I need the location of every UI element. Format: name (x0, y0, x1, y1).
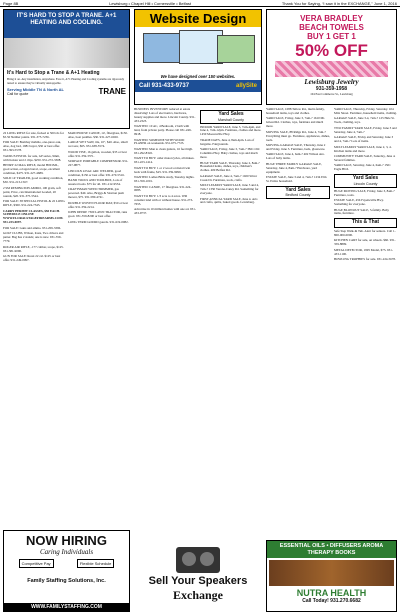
vera-line4: 50% OFF (295, 41, 368, 60)
classified-item: TWO FAMILY YARD SALE, Friday, June 3 and Saturday, June 4, 7am-? (334, 125, 397, 134)
classified-item: YARD SALE, 1088 Tallow Rd., multi-family, household items, toys and clothes. (266, 107, 325, 115)
classified-item: 22 LONG RIFLE for sale, fucked at 500 rds for $5.50 Neither points. 931-375-7236. (3, 131, 64, 139)
classified-item: TAURUS PISTOL for sale, GP series, 9mm, with holster and 2 clips. $250. 931-272-3308. (3, 153, 62, 162)
classified-column-6 (334, 108, 397, 264)
classified-item: JOHN DEERE 7300 LAWN TRACTOR, runs good. 931-359-8200 or best offer. (68, 210, 128, 219)
vera-towel-image (275, 61, 388, 77)
this-and-that-header (334, 218, 397, 228)
oils-phone: Call Today! 931.270.6682 (302, 598, 361, 604)
classified-item: CRAFTSMAN WEED TRIMMER, gas powered. $40. Also, Briggs & Stratton push mower, $75. 931-580-4741. (68, 187, 124, 200)
classified-item: KITCHEN CART for sale, on wheels. $60. 931-359-8899. (334, 238, 396, 247)
page-number: Page 8B (3, 1, 19, 6)
sell-your-speakers-ad (134, 545, 262, 612)
classified-item: YARD SALE, Thursday, Friday, Saturday. 104 Mitz Street. Furniture, household items, clothing. (334, 107, 397, 115)
vera-bradley-ad (266, 9, 397, 105)
classified-column-2 (68, 132, 130, 226)
classified-item: WANTED: Man to clean gutters, 16 feet high. 931-292-8345. (134, 146, 193, 155)
hvac-phone: Call for quote (7, 92, 29, 97)
classified-item: YARD SALE, June 4, 6am-? 402 Wilson Ave. Lots of baby items. (266, 152, 325, 161)
classified-column-3 (134, 108, 196, 218)
website-screens (135, 27, 261, 73)
classified-item: Advertise in 10 million homes with one ad. 931-433-9737. (134, 207, 196, 216)
classified-item: MAID HOUSE CANOE, 14', fiberglass, $150. Also, boat paddles. $30. 931-227-6020. (68, 131, 128, 139)
classified-item: WANTED: 10 AC, 4 Bedroom, 2 bath with land, from private party. Please call 931-249-9918. (134, 124, 192, 137)
essential-oils-ad (266, 540, 397, 612)
classified-item: BOWLING TROPHIES for sale. 931-224-5678. (334, 257, 396, 262)
website-design-ad (134, 9, 262, 105)
classified-column-5 (266, 108, 330, 201)
hvac-headline: IT'S HARD TO STOP A TRANE. A+1 HEATING AND COOLING. (4, 10, 129, 38)
classified-item: LARGE WET SAW, tile, 10", $40. Also, small wet saw, $65. 931-638-5574. (68, 140, 128, 149)
store-address: 104 East Commerce St., Lewisburg (310, 92, 353, 96)
classified-item: 2 SM REMINGTON AMMO, 100 grain, soft point, Price, can International Loaded, 20 rounds, $20. 931-375-5544. (3, 185, 61, 198)
classified-item: DOUBLE WOVEN FLOOR MAT, $50 or best offer. 931-359-2214. (68, 200, 128, 209)
classified-item: ESTATE SALE, June 3 and 4, 7am-? 1234 Elm St. Entire household. (266, 175, 327, 184)
classified-item: GARAGE SALE, June 3-4, 7am-? 125 Hale St. Tools, clothing, toys. (334, 116, 395, 125)
classified-item: YARD SALE, Friday, June 3, 7am-? 3821 Old Columbia Hwy. Baby clothes, toys and much more. (200, 147, 260, 160)
hiring-pay: Competitive Pay (19, 559, 54, 568)
classified-item: MULTI-FAMILY YARD SALE, June 2, 3, 4. Kitchen items and more. (334, 144, 392, 153)
classified-item: WANT TO BUY: 1 or 2 wood or metal twin beds with frame, $25. 931-359-9999. (134, 165, 191, 174)
classified-item: SOLD 14' TRAILER, good working condition, $30. 931-213-1567. (3, 176, 64, 185)
hvac-ad (3, 9, 130, 129)
classified-item: ESTATE SALE, 456 Fayetteville Hwy. Something for everyone. (334, 198, 384, 207)
section-title: Yard Sales (218, 111, 244, 117)
classified-column-1 (3, 132, 65, 264)
vera-line3: BUY 1 GET 1 (307, 32, 356, 41)
section-title: Yard Sales (285, 186, 311, 193)
page-tagline: Thank You for Saying, “I saw it in the EXCHANGE,” June 1, 2016 (281, 1, 397, 6)
yard-sales-lincoln-header (334, 174, 397, 188)
classified-item: HUGE YARD SALE, Thursday, June 2, 8am-? Household items, dishes, toys, children's clothes. 409 Belfast Rd. (200, 160, 260, 173)
store-phone: 931-359-1958 (315, 86, 348, 92)
page-center-title: Lewisburg • Chapel Hill • Cornersville • Belfast (109, 1, 191, 6)
yard-sales-marshall-header (200, 110, 262, 124)
classified-item: GARAGE SALE, June 4, 7am-? 1020 Silver Creek Dr. Furniture, tools, crafts. (200, 173, 258, 182)
allysite-logo: allySite (235, 83, 257, 89)
vera-line2: BEACH TOWELS (299, 23, 364, 32)
classified-item: CARRY PERMIT CLASSES, $50 EACH. SCHEDULE ONLINE WWW.FLORALSTAGEFIREARMS.COM. 931-233-0097. (3, 208, 64, 225)
hvac-body: Bring it on. Any installation, Anywhere. Face it, A+1 Heating and Cooling systems are rigorously tested to ensure they're virtually unstoppable. (7, 77, 125, 85)
classified-item: BUSINESS INVENTORY reduced at estate dissolving! Lots of electronics, hardware, beauty supplies and more. Lincoln County. 931-433-2323. (134, 107, 196, 123)
now-hiring-ad (3, 530, 130, 612)
section-subtitle: Bedford County (285, 193, 311, 198)
classified-item: MOVING-GARAGE SALE, Thursday, June 2 and Friday, June 3. Furniture, beds, glassware. (266, 143, 326, 151)
classified-item: YARD SALE, Saturday, June 4, 6am-? 1501 Eagle Blvd. (334, 163, 391, 172)
hvac-photo (4, 38, 129, 68)
classified-item: MULTI-FAMILY YARD SALE, June 3 and 4, 7am-? 1350 Verona-Caney Rd. Something for everyone. (200, 183, 259, 196)
classified-item: GOLF CLUBS, Wilson, Irons, Two drivers and putter. Bag has 2 stands; one is new. 931-359-7779. (3, 231, 64, 244)
classified-item: HENRY 22 MAG RIFLE, model H001ML, good action, octagon barrel, scope, excellent condition, $475. 931-227-4689. (3, 163, 60, 175)
classified-item: YARD SALE, Friday, June 3, 7am-? 1610 Mt. Gilead Rd. Clothes, toys, furniture and much more. (266, 116, 326, 129)
hiring-schedule: Flexible Schedule (77, 559, 115, 568)
classified-item: FIRST ANNUAL YARD SALE, June 4. Arts and crafts, quilts, baked goods. Lewisburg. (200, 196, 258, 205)
classified-item: HAND TOOLS AND TOOLBOX, Lots of assorted tools. $75 for all. 931-212-9534. (68, 178, 123, 186)
vera-line1: VERA BRADLEY (300, 14, 363, 23)
section-subtitle: Lincoln County (353, 181, 378, 186)
speaker-image (176, 547, 220, 573)
classified-item: FOR SALE: Bombay mahdio, one-piece oak, Also, dog bed, 1981 buyer, $30 or best offer. 931-393-5578. (3, 140, 61, 153)
classified-item: FOR SALE: 38 SPECIAL PISTOL & 22 LONG RIFLE, $300. 931-224-7345. (3, 199, 65, 208)
classified-item: WANTED: Ladies Bible study, Tuesday nights. 931-359-1001. (134, 175, 195, 184)
classified-item: ROGER AIR RIFLE, .177 caliber, scope, $125. 931-581-9090. (3, 244, 64, 253)
classified-item: WANT TO BUY: 1/3 acre to 4 acres. Will consider land with or without house. 931-273-7655. (134, 193, 194, 206)
exchange-logo: Exchange (172, 588, 223, 602)
yard-sales-bedford-header (266, 186, 330, 200)
oils-image (269, 560, 394, 586)
nutra-health-logo: NUTRA HEALTH (296, 588, 367, 598)
hiring-website: WWW.FAMILYSTAFFING.COM (4, 603, 129, 611)
classified-item: INDOOR YARD SALE, June 3, 7am-4pm, and June 4, 7am-12pm. Furniture, clothes and more. 1450 Mooresville Hwy. (200, 124, 262, 137)
page-header (0, 0, 400, 7)
website-title: Website Design (135, 10, 261, 27)
classified-item: GARAGE SALE, Friday and Saturday, June 3 and 4, 7am-? Lots of items. (334, 135, 394, 144)
classified-item: HUGE THREE FAMILY GARAGE SALE, Saturday, June 4, 8am-? Hardware, yard equipment. (266, 161, 322, 174)
hvac-area: Serving Middle TN & North AL (7, 87, 64, 93)
sell-headline: Sell Your Speakers (148, 575, 248, 587)
trane-logo: TRANE (98, 87, 126, 97)
hvac-title: It's Hard to Stop a Trane & A+1 Heating (7, 70, 100, 76)
classified-item: WANTED: SOMEONE WITH WOOD PLANER on weekends. 931-675-7723. (134, 137, 185, 146)
classified-item: SURFACE PORTABLE COMPRESSOR. 931-227-9877. (68, 159, 129, 168)
classified-item: HUGE MOVING SALE, Friday, June 3, 8am-? Furniture, tools. (334, 188, 395, 197)
oils-title: ESSENTIAL OILS • DIFFUSERS AROMA THERAPY BOOKS (267, 541, 396, 558)
website-sub: We have designed over 150 websites. (160, 74, 236, 79)
classified-item: WOOD VISE, 16 gallon, wooden, $35 or best offer. 931-359-3371. (68, 149, 127, 158)
classified-item: LINCOLN 225AC ARC WELDER, good condition, $150 or best offer. 931-270-5516. (68, 168, 125, 177)
classified-item: MOVING SALE, 88 Ridge Rd., June 4, 7am-? Everything must go. Furniture, appliances, dishes, tools. (266, 129, 331, 142)
classified-item: HUGE BLOWOUT SALE, 5-family. Baby items, furniture. (334, 207, 389, 216)
section-title: This & That (351, 219, 380, 226)
section-title: Yard Sales (352, 175, 379, 182)
classified-item: Safe Step Walk-In Tub. Alert for seniors. Call 1-800-000-0000. (334, 228, 396, 237)
store-logo: Lewisburg Jewelry (304, 78, 359, 86)
hiring-sub: Caring Individuals (39, 548, 94, 556)
classified-item: METAL DETECTOR, 1995 Model, $75. 931-433-1100. (334, 247, 393, 256)
classified-item: WANT TO BUY: older motorcycles, all makes. 931-223-1414. (134, 156, 195, 165)
classified-item: TRADE DAYS, June 4, 8am-4pm. Lots of bargains. Fairgrounds. (200, 137, 255, 146)
classified-item: COMMUNITY YARD SALE, Saturday, June 4. Several families. (334, 154, 396, 162)
classified-column-4 (200, 108, 262, 207)
section-subtitle: Marshall County (218, 117, 244, 122)
website-phone: Call 931-433-9737 (139, 83, 190, 89)
classified-item: FOR SALE: Guns and ammo. 931-209-3396. (3, 225, 61, 230)
classified-item: LONG TERM GOURD gourds. 931-619-0082. (68, 219, 129, 224)
hiring-title: NOW HIRING (26, 533, 107, 548)
classified-item: GUN FOR SALE: Rossi 22 cal. $125 or best offer. 931-249-0097. (3, 254, 61, 262)
hiring-firm: Family Staffing Solutions, Inc. (27, 578, 106, 584)
classified-item: WANTED: CANOE, 17 fiberglass. 931-224-0085. (134, 184, 192, 193)
